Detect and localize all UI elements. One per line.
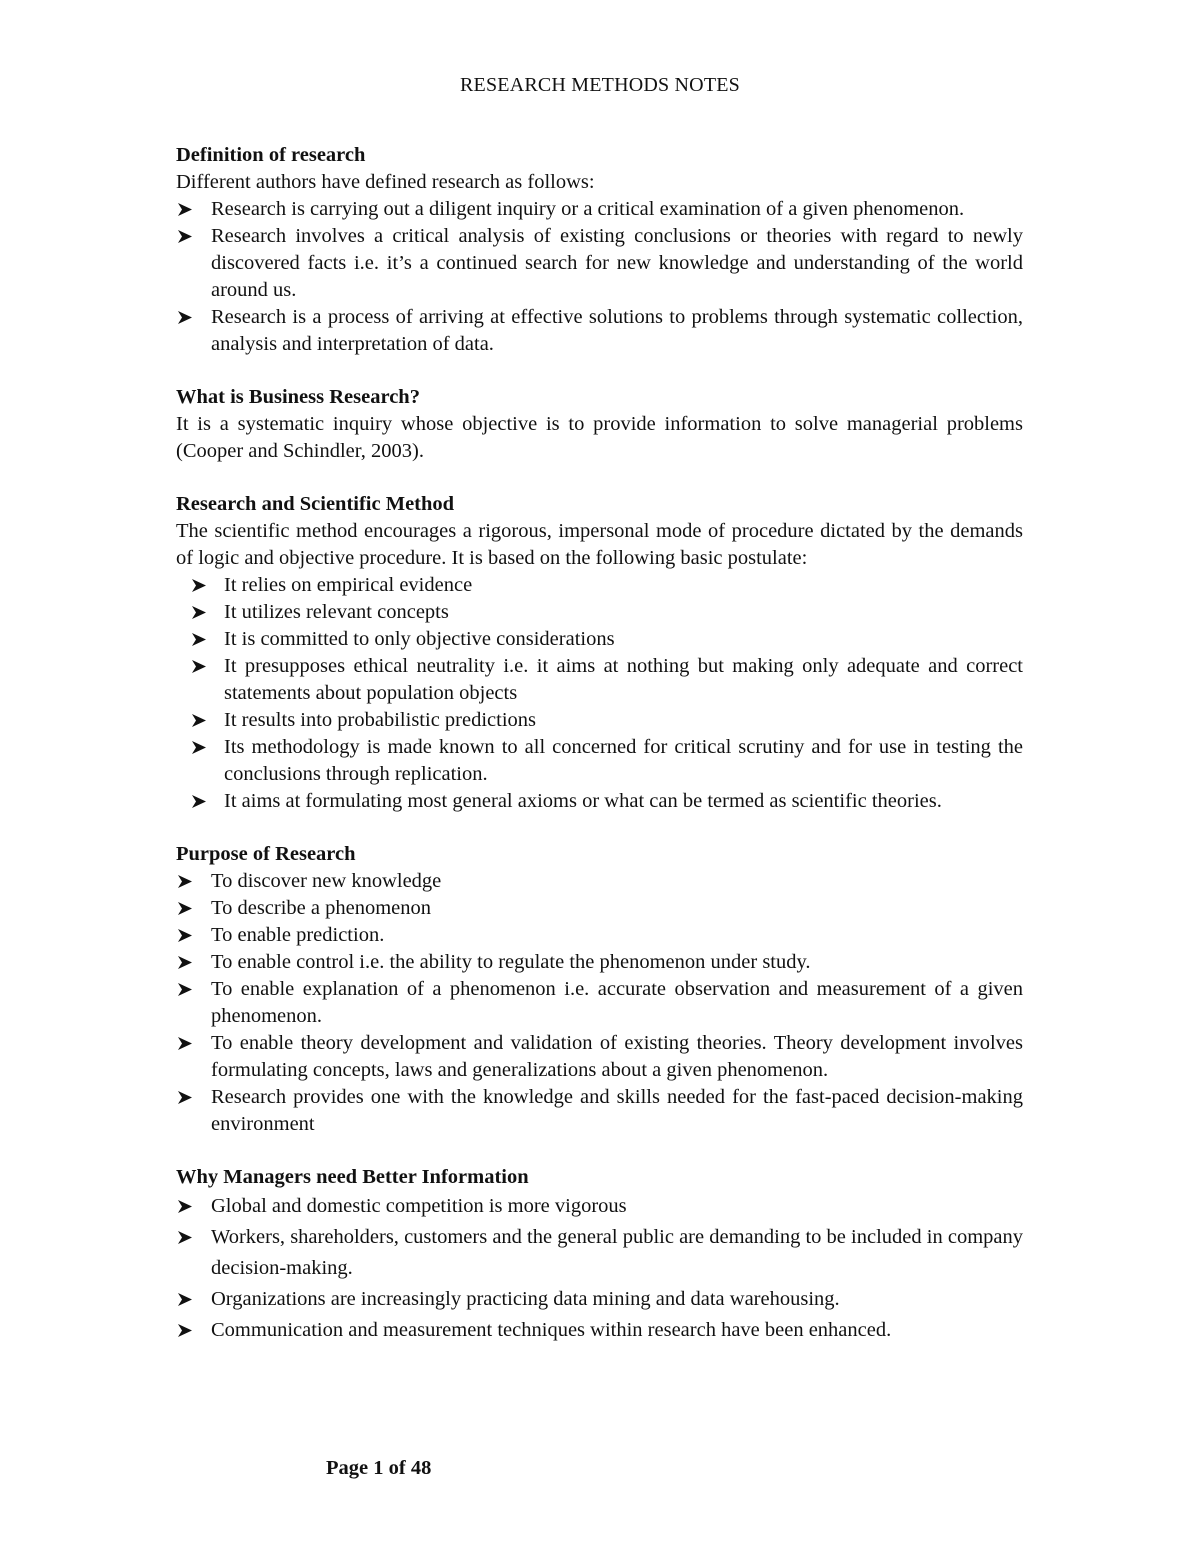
list-item — [176, 734, 1023, 788]
section-intro: It is a systematic inquiry whose objective is to provide information to solve managerial problems (Cooper and Schindler, 2003). — [176, 413, 1023, 462]
arrowhead-bullet-icon — [176, 949, 194, 976]
bullet-list — [176, 868, 1023, 1138]
arrowhead-bullet-icon — [176, 868, 194, 895]
arrowhead-bullet-icon — [190, 653, 208, 680]
list-item — [176, 895, 1023, 922]
list-item — [176, 868, 1023, 895]
list-item-text: Organizations are increasingly practicing data mining and data warehousing. — [211, 1288, 840, 1310]
list-item — [176, 572, 1023, 599]
section-heading: Definition of research — [176, 144, 366, 166]
list-item — [176, 1191, 1023, 1222]
list-item — [176, 196, 1023, 223]
section-heading: Research and Scientific Method — [176, 493, 455, 515]
arrowhead-bullet-icon — [190, 599, 208, 626]
list-item — [176, 788, 1023, 815]
arrowhead-bullet-icon — [190, 788, 208, 815]
list-item-text: It aims at formulating most general axioms or what can be termed as scientific theories. — [224, 790, 942, 812]
list-item-text: To discover new knowledge — [211, 870, 442, 892]
list-item-text: It presupposes ethical neutrality i.e. it aims at nothing but making only adequate and correct statements about population objects — [224, 655, 1023, 704]
list-item — [176, 1315, 1023, 1346]
list-item-text: To enable prediction. — [211, 924, 385, 946]
list-item — [176, 707, 1023, 734]
arrowhead-bullet-icon — [176, 922, 194, 949]
list-item-text: It relies on empirical evidence — [224, 574, 473, 596]
arrowhead-bullet-icon — [176, 304, 194, 331]
list-item-text: To describe a phenomenon — [211, 897, 432, 919]
section-scientific-method — [176, 491, 1023, 815]
section-heading: Why Managers need Better Information — [176, 1166, 529, 1188]
arrowhead-bullet-icon — [176, 223, 194, 250]
list-item — [176, 653, 1023, 707]
list-item-text: It is committed to only objective considerations — [224, 628, 615, 650]
list-item — [176, 1284, 1023, 1315]
list-item-text: To enable theory development and validation of existing theories. Theory development involves formulating concepts, laws and generalizations about a given phenomenon. — [211, 1032, 1023, 1081]
list-item-text: To enable explanation of a phenomenon i.e. accurate observation and measurement of a given phenomenon. — [211, 978, 1023, 1027]
bullet-list — [176, 572, 1023, 815]
arrowhead-bullet-icon — [190, 707, 208, 734]
section-purpose-of-research — [176, 841, 1023, 1138]
arrowhead-bullet-icon — [176, 1030, 194, 1057]
list-item-text: Workers, shareholders, customers and the general public are demanding to be included in company decision-making. — [211, 1226, 1023, 1279]
arrowhead-bullet-icon — [176, 976, 194, 1003]
section-why-managers-need-information — [176, 1164, 1023, 1346]
document-title: RESEARCH METHODS NOTES — [460, 74, 740, 96]
arrowhead-bullet-icon — [190, 572, 208, 599]
arrowhead-bullet-icon — [176, 1084, 194, 1111]
arrowhead-bullet-icon — [190, 626, 208, 653]
bullet-list — [176, 196, 1023, 358]
list-item-text: Research is a process of arriving at effective solutions to problems through systematic collection, analysis and interpretation of data. — [211, 306, 1023, 355]
arrowhead-bullet-icon — [176, 1284, 194, 1315]
arrowhead-bullet-icon — [190, 734, 208, 761]
arrowhead-bullet-icon — [176, 1191, 194, 1222]
section-heading: What is Business Research? — [176, 386, 420, 408]
section-definition-of-research — [176, 142, 1023, 358]
section-intro: The scientific method encourages a rigorous, impersonal mode of procedure dictated by the demands of logic and objective procedure. It is based on the following basic postulate: — [176, 520, 1023, 569]
section-intro: Different authors have defined research as follows: — [176, 171, 595, 193]
list-item-text: Its methodology is made known to all concerned for critical scrutiny and for use in testing the conclusions through replication. — [224, 736, 1023, 785]
list-item — [176, 1084, 1023, 1138]
list-item-text: It results into probabilistic predictions — [224, 709, 537, 731]
document-body — [176, 142, 1023, 1372]
arrowhead-bullet-icon — [176, 1222, 194, 1253]
arrowhead-bullet-icon — [176, 1315, 194, 1346]
list-item-text: To enable control i.e. the ability to regulate the phenomenon under study. — [211, 951, 811, 973]
section-heading: Purpose of Research — [176, 843, 356, 865]
arrowhead-bullet-icon — [176, 196, 194, 223]
list-item-text: Research involves a critical analysis of existing conclusions or theories with regard to newly discovered facts i.e. it’s a continued search for new knowledge and understanding of the world around us. — [211, 225, 1023, 301]
list-item — [176, 922, 1023, 949]
list-item-text: Communication and measurement techniques within research have been enhanced. — [211, 1319, 892, 1341]
list-item-text: Research provides one with the knowledge and skills needed for the fast-paced decision-making environment — [211, 1086, 1023, 1135]
list-item — [176, 949, 1023, 976]
section-business-research — [176, 384, 1023, 465]
list-item — [176, 599, 1023, 626]
arrowhead-bullet-icon — [176, 895, 194, 922]
list-item — [176, 223, 1023, 304]
list-item — [176, 1222, 1023, 1284]
list-item — [176, 1030, 1023, 1084]
page-number: Page 1 of 48 — [326, 1457, 432, 1479]
list-item-text: Global and domestic competition is more vigorous — [211, 1195, 627, 1217]
list-item — [176, 304, 1023, 358]
list-item — [176, 976, 1023, 1030]
bullet-list — [176, 1191, 1023, 1346]
list-item — [176, 626, 1023, 653]
list-item-text: It utilizes relevant concepts — [224, 601, 449, 623]
list-item-text: Research is carrying out a diligent inquiry or a critical examination of a given phenomenon. — [211, 198, 965, 220]
